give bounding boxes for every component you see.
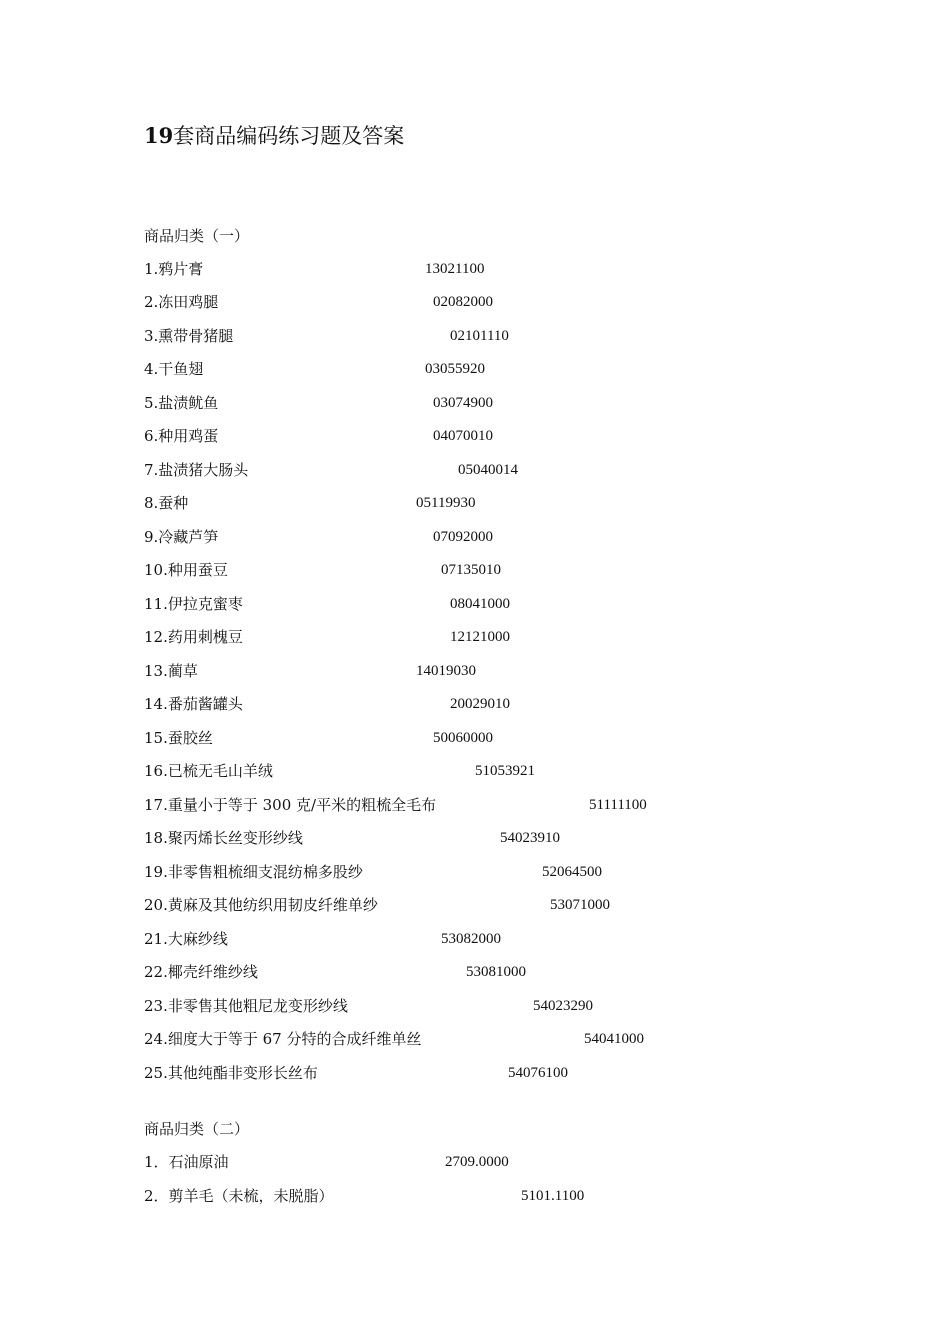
- item-code: 5101.1100: [521, 1188, 585, 1204]
- list-item: [144, 861, 844, 883]
- item-code: 52064500: [542, 864, 602, 880]
- item-code: 08041000: [450, 596, 510, 612]
- item-code: 54023910: [500, 830, 560, 846]
- item-code: 54041000: [584, 1031, 644, 1047]
- item-name: 1.鸦片膏: [144, 260, 204, 278]
- list-item: [144, 995, 844, 1017]
- section-heading-1: 商品归类（一）: [144, 227, 250, 245]
- item-name: 25.其他纯酯非变形长丝布: [144, 1064, 318, 1082]
- item-name: 19.非零售粗梳细支混纺棉多股纱: [144, 863, 363, 881]
- list-item: [144, 1062, 844, 1084]
- item-name: 9.冷藏芦笋: [144, 528, 219, 546]
- list-item: [144, 894, 844, 916]
- item-code: 07135010: [441, 562, 501, 578]
- item-name: 2．剪羊毛（未梳，未脱脂）: [144, 1187, 334, 1205]
- list-item: [144, 827, 844, 849]
- item-name: 16.已梳无毛山羊绒: [144, 762, 273, 780]
- list-item: [144, 928, 844, 950]
- list-item: [144, 760, 844, 782]
- item-code: 51053921: [475, 763, 535, 779]
- list-item: [144, 459, 844, 481]
- item-code: 02082000: [433, 294, 493, 310]
- item-code: 07092000: [433, 529, 493, 545]
- item-name: 13.蔺草: [144, 662, 198, 680]
- list-item: [144, 325, 844, 347]
- item-name: 22.椰壳纤维纱线: [144, 963, 258, 981]
- item-code: 03055920: [425, 361, 485, 377]
- item-code: 53082000: [441, 931, 501, 947]
- item-name: 6.种用鸡蛋: [144, 427, 219, 445]
- list-item: [144, 291, 844, 313]
- item-code: 51111100: [589, 797, 647, 813]
- item-code: 20029010: [450, 696, 510, 712]
- list-item: [144, 559, 844, 581]
- item-name: 21.大麻纱线: [144, 930, 228, 948]
- list-item: [144, 1151, 844, 1173]
- item-name: 7.盐渍猪大肠头: [144, 461, 249, 479]
- item-code: 53071000: [550, 897, 610, 913]
- list-item: [144, 593, 844, 615]
- item-code: 13021100: [425, 261, 485, 277]
- item-name: 24.细度大于等于 67 分特的合成纤维单丝: [144, 1030, 422, 1048]
- item-code: 02101110: [450, 328, 509, 344]
- list-item: [144, 258, 844, 280]
- item-name: 4.干鱼翅: [144, 360, 204, 378]
- list-item: [144, 693, 844, 715]
- item-name: 20.黄麻及其他纺织用韧皮纤维单纱: [144, 896, 378, 914]
- item-name: 23.非零售其他粗尼龙变形纱线: [144, 997, 348, 1015]
- item-name: 14.番茄酱罐头: [144, 695, 243, 713]
- item-name: 2.冻田鸡腿: [144, 293, 219, 311]
- item-name: 3.熏带骨猪腿: [144, 327, 234, 345]
- item-name: 8.蚕种: [144, 494, 189, 512]
- item-name: 1．石油原油: [144, 1153, 229, 1171]
- item-code: 54076100: [508, 1065, 568, 1081]
- list-item: [144, 1185, 844, 1207]
- item-code: 05040014: [458, 462, 518, 478]
- list-item: [144, 961, 844, 983]
- list-item: [144, 492, 844, 514]
- list-item: [144, 1028, 844, 1050]
- item-code: 12121000: [450, 629, 510, 645]
- item-code: 03074900: [433, 395, 493, 411]
- item-code: 04070010: [433, 428, 493, 444]
- list-item: [144, 794, 844, 816]
- section-heading-2: 商品归类（二）: [144, 1120, 250, 1138]
- title-number: 19: [144, 123, 174, 148]
- item-code: 05119930: [416, 495, 476, 511]
- list-item: [144, 392, 844, 414]
- list-item: [144, 727, 844, 749]
- list-item: [144, 626, 844, 648]
- item-code: 2709.0000: [445, 1154, 509, 1170]
- item-name: 10.种用蚕豆: [144, 561, 228, 579]
- list-item: [144, 526, 844, 548]
- title-text: 套商品编码练习题及答案: [173, 124, 405, 148]
- item-name: 12.药用刺槐豆: [144, 628, 243, 646]
- item-code: 14019030: [416, 663, 476, 679]
- item-name: 15.蚕胶丝: [144, 729, 213, 747]
- list-item: [144, 425, 844, 447]
- item-name: 17.重量小于等于 300 克/平米的粗梳全毛布: [144, 796, 437, 814]
- item-code: 54023290: [533, 998, 593, 1014]
- list-item: [144, 660, 844, 682]
- item-name: 5.盐渍鱿鱼: [144, 394, 219, 412]
- item-name: 11.伊拉克蜜枣: [144, 595, 243, 613]
- list-item: [144, 358, 844, 380]
- item-code: 50060000: [433, 730, 493, 746]
- page-title: [144, 121, 404, 151]
- item-name: 18.聚丙烯长丝变形纱线: [144, 829, 303, 847]
- item-code: 53081000: [466, 964, 526, 980]
